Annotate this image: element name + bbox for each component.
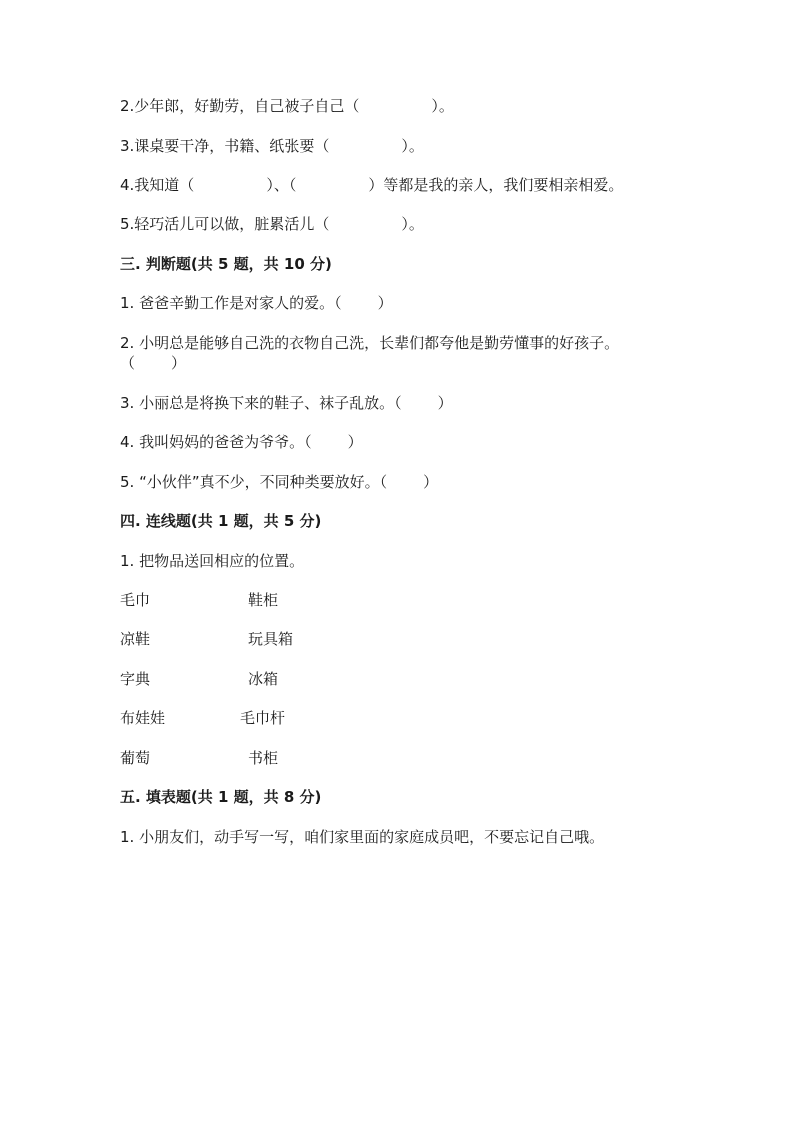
- judge-question-5-close: ）: [423, 473, 439, 491]
- judge-question-2-open: （: [120, 354, 136, 372]
- judge-question-2-close: ）: [171, 354, 187, 372]
- match-right-item[interactable]: 毛巾杆: [240, 709, 286, 727]
- match-left-item[interactable]: 布娃娃: [120, 709, 166, 727]
- section-5-heading: 五. 填表题(共 1 题，共 8 分): [120, 788, 322, 806]
- match-right-item[interactable]: 玩具箱: [248, 630, 294, 648]
- match-left-item[interactable]: 毛巾: [120, 591, 151, 609]
- judge-question-3-text: 3. 小丽总是将换下来的鞋子、袜子乱放。（: [120, 394, 402, 412]
- table-question-1: 1. 小朋友们，动手写一写，咱们家里面的家庭成员吧，不要忘记自己哦。: [120, 828, 605, 846]
- fill-question-4: [120, 175, 623, 195]
- fill-question-5-close: ）。: [401, 215, 424, 233]
- judge-question-4: [120, 432, 363, 452]
- fill-question-2-text: 2.少年郎，好勤劳，自己被子自己（: [120, 97, 360, 115]
- judge-question-5-text: 5. “小伙伴”真不少，不同种类要放好。（: [120, 473, 388, 491]
- match-right-item[interactable]: 鞋柜: [248, 591, 279, 609]
- fill-question-4-close: ）等都是我的亲人，我们要相亲相爱。: [368, 176, 624, 194]
- matching-question-1: 1. 把物品送回相应的位置。: [120, 552, 305, 570]
- match-left-item[interactable]: 凉鞋: [120, 630, 151, 648]
- match-left-item[interactable]: 葡萄: [120, 749, 151, 767]
- fill-question-3-close: ）。: [401, 137, 424, 155]
- judge-question-3: [120, 393, 453, 413]
- judge-question-5: [120, 472, 438, 492]
- match-left-item[interactable]: 字典: [120, 670, 151, 688]
- fill-question-5-text: 5.轻巧活儿可以做，脏累活儿（: [120, 215, 330, 233]
- section-3-heading: 三. 判断题(共 5 题，共 10 分): [120, 255, 332, 273]
- match-right-item[interactable]: 书柜: [248, 749, 279, 767]
- judge-question-2: 2. 小明总是能够自己洗的衣物自己洗，长辈们都夸他是勤劳懂事的好孩子。: [120, 334, 620, 352]
- judge-question-2-answer: [120, 353, 186, 373]
- fill-question-4-separator: ）、（: [266, 176, 297, 194]
- fill-question-3: [120, 136, 424, 156]
- fill-question-2: [120, 96, 454, 116]
- judge-question-3-close: ）: [437, 394, 453, 412]
- fill-question-3-text: 3.课桌要干净，书籍、纸张要（: [120, 137, 330, 155]
- judge-question-4-close: ）: [347, 433, 363, 451]
- fill-question-5: [120, 214, 424, 234]
- judge-question-1-close: ）: [377, 294, 393, 312]
- judge-question-4-text: 4. 我叫妈妈的爸爸为爷爷。（: [120, 433, 312, 451]
- judge-question-1-text: 1. 爸爸辛勤工作是对家人的爱。（: [120, 294, 342, 312]
- match-right-item[interactable]: 冰箱: [248, 670, 279, 688]
- judge-question-1: [120, 293, 393, 313]
- fill-question-4-text: 4.我知道（: [120, 176, 195, 194]
- fill-question-2-close: ）。: [431, 97, 454, 115]
- section-4-heading: 四. 连线题(共 1 题，共 5 分): [120, 512, 322, 530]
